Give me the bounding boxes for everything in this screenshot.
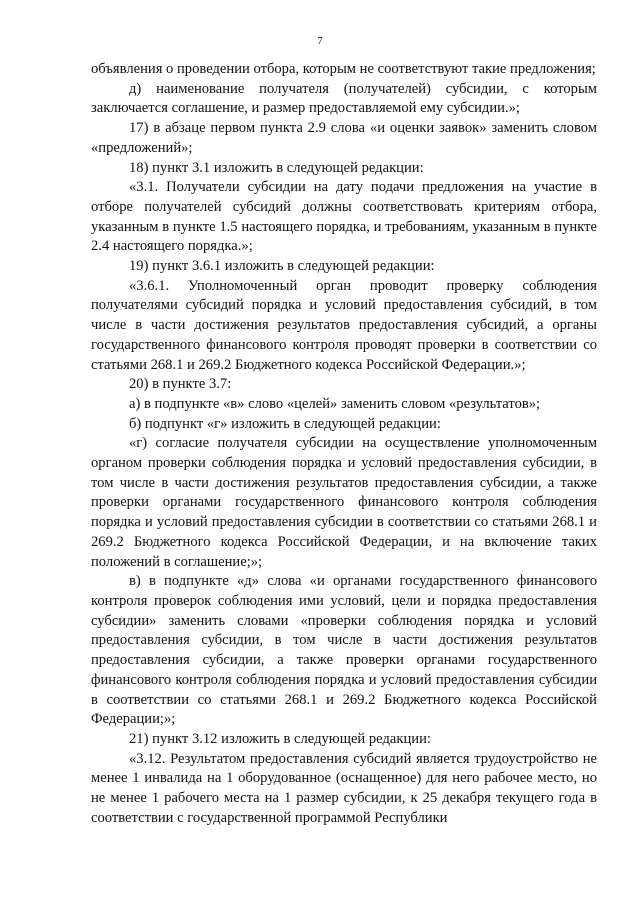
paragraph-clause-3-6-1: «3.6.1. Уполномоченный орган проводит проверку соблюдения получателями субсидий порядка и условий предоставления субсидий, в том числе в части достижения результатов предоставления субсидий, а органы государственного финансового контроля проводят проверки в соответствии со статьями 268.1 и 269.2 Бюджетного кодекса Российской Федерации.»; bbox=[91, 277, 597, 373]
paragraph-subitem-a: а) в подпункте «в» слово «целей» заменить словом «результатов»; bbox=[129, 395, 541, 412]
paragraph-subitem-g-text: «г) согласие получателя субсидии на осуществление уполномоченным органом проверки соблюдения порядка и условий предоставления субсидии, в том числе в части достижения результатов предоставления субсидии, а также проверки органами государственного финансового контроля соблюдения порядка и условий предоставления субсидии в соответствии со статьями 268.1 и 269.2 Бюджетного кодекса Российской Федерации, и на включение таких положений в соглашение;»; bbox=[91, 435, 597, 570]
page-number: 7 bbox=[317, 35, 323, 47]
paragraph-continuation: объявления о проведении отбора, которым не соответствуют такие предложения; bbox=[91, 61, 596, 77]
paragraph-clause-3-1: «3.1. Получатели субсидии на дату подачи предложения на участие в отборе получателей субсидий должны соответствовать критериям отбора, указанным в пункте 1.5 настоящего порядка, и требованиям, указанным в пункте 2.4 настоящего порядка.»; bbox=[91, 179, 597, 255]
paragraph-item-19: 19) пункт 3.6.1 изложить в следующей редакции: bbox=[129, 258, 435, 275]
paragraph-item-21: 21) пункт 3.12 изложить в следующей редакции: bbox=[129, 730, 431, 747]
paragraph-item-d: д) наименование получателя (получателей) субсидии, с которым заключается соглашение, и размер предоставляемой ему субсидии.»; bbox=[91, 80, 597, 117]
paragraph-subitem-v: в) в подпункте «д» слова «и органами государственного финансового контроля проверок соблюдения ими условий, цели и порядка предоставления субсидии» заменить словами «проверки соблюдения порядка и условий предоставления субсидии, в том числе в части достижения результатов предоставления субсидии, а также проверки органами государственного финансового контроля соблюдения порядка и условий предоставления субсидии в соответствии со статьями 268.1 и 269.2 Бюджетного кодекса Российской Федерации;»; bbox=[91, 573, 597, 728]
paragraph-item-18: 18) пункт 3.1 изложить в следующей редакции: bbox=[129, 159, 424, 176]
paragraph-clause-3-12: «3.12. Результатом предоставления субсидий является трудоустройство не менее 1 инвалида на 1 оборудованное (оснащенное) для него рабочее место, но не менее 1 рабочего места на 1 размер субсидии, к 25 декабря текущего года в соответствии с государственной программой Республики bbox=[91, 750, 597, 826]
paragraph-item-20: 20) в пункте 3.7: bbox=[129, 376, 232, 393]
paragraph-subitem-b: б) подпункт «г» изложить в следующей редакции: bbox=[129, 415, 441, 432]
document-body bbox=[91, 60, 597, 828]
paragraph-item-17: 17) в абзаце первом пункта 2.9 слова «и оценки заявок» заменить словом «предложений»; bbox=[91, 120, 597, 156]
